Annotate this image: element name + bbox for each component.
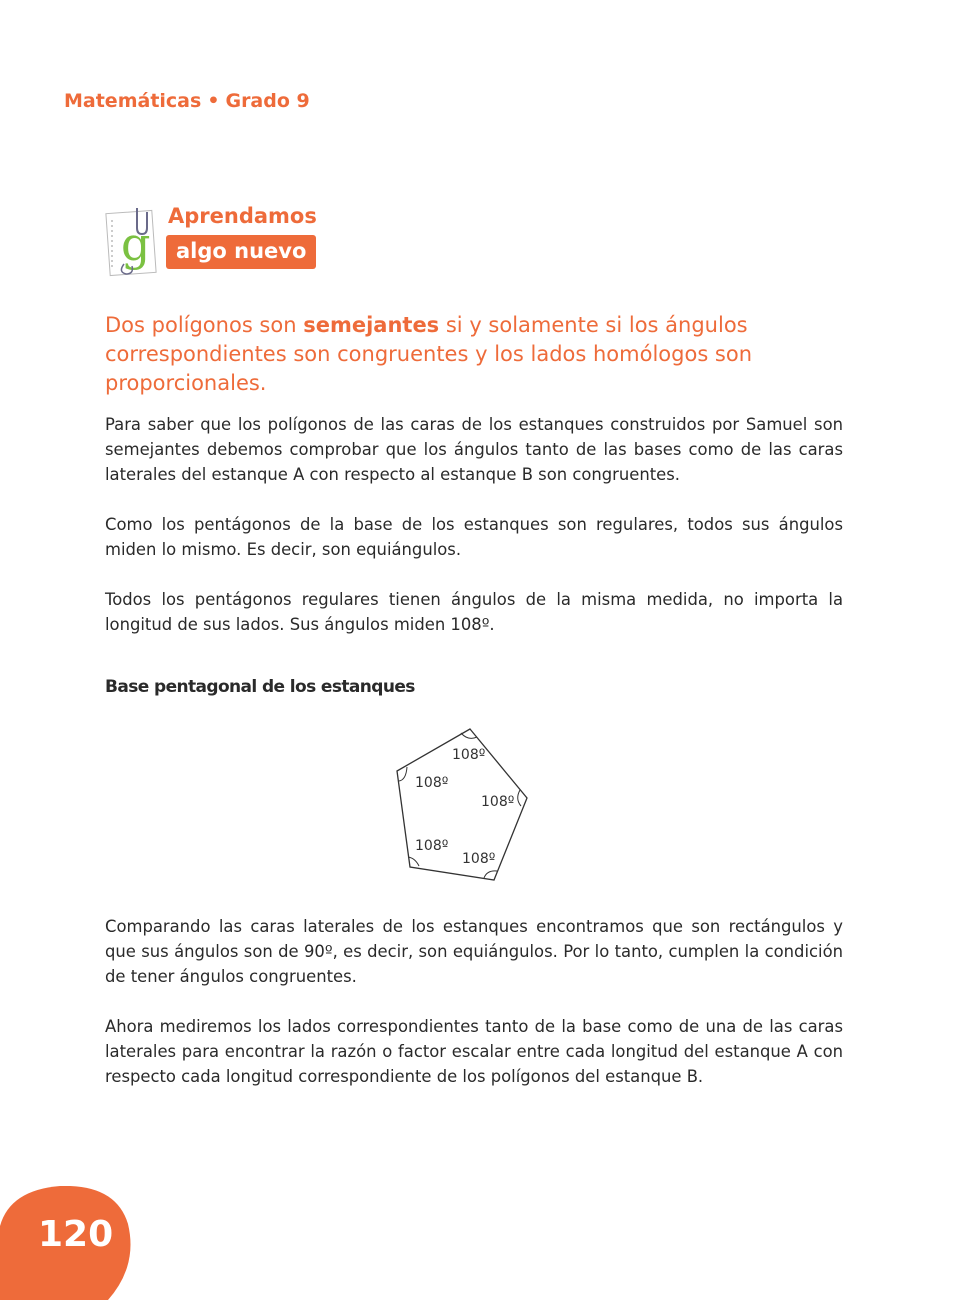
grade-label: Grado 9 [225, 90, 310, 112]
badge-title: Aprendamos [168, 204, 317, 228]
paragraph-2: Como los pentágonos de la base de los estanques son regulares, todos sus ángulos miden lo mismo. Es decir, son equiángulos. [105, 515, 843, 559]
running-header [64, 90, 310, 112]
paragraph-3: Todos los pentágonos regulares tienen ángulos de la misma medida, no importa la longitud de sus lados. Sus ángulos miden 108º. [105, 590, 843, 634]
angle-label: 108º [462, 851, 496, 867]
definition-part2: si y solamente si los ángulos correspondientes son congruentes y los lados homólogos son proporcionales. [105, 313, 753, 395]
angle-label: 108º [415, 838, 449, 854]
definition-part1: Dos polígonos son [105, 313, 304, 337]
definition-keyword: semejantes [303, 313, 440, 337]
page-number: 120 [38, 1214, 114, 1255]
angle-label: 108º [481, 794, 515, 810]
subject-label: Matemáticas [64, 90, 202, 112]
notebook-clip-icon [104, 202, 160, 278]
paragraph-4: Comparando las caras laterales de los estanques encontramos que son rectángulos y que sus ángulos son de 90º, es decir, son equiángulos. Por lo tanto, cumplen la condición de tener ángulos congruentes. [105, 917, 843, 986]
diagram-heading: Base pentagonal de los estanques [105, 677, 415, 697]
svg-text:g: g [121, 217, 151, 271]
angle-label: 108º [415, 775, 449, 791]
paragraph-5: Ahora mediremos los lados correspondientes tanto de la base como de una de las caras laterales para encontrar la razón o factor escalar entre cada longitud del estanque A con respecto cada longitud correspondiente de los polígonos del estanque B. [105, 1017, 843, 1086]
section-badge [104, 202, 324, 282]
angle-label: 108º [452, 747, 486, 763]
pentagon-diagram [380, 720, 550, 890]
badge-subtitle: algo nuevo [166, 235, 316, 269]
header-separator: • [207, 90, 220, 112]
angle-marker [518, 790, 521, 806]
paragraph-1: Para saber que los polígonos de las caras de los estanques construidos por Samuel son semejantes debemos comprobar que los ángulos tanto de las bases como de las caras laterales del estanque A con respecto al estanque B son congruentes. [105, 415, 843, 484]
definition-statement [105, 311, 805, 398]
